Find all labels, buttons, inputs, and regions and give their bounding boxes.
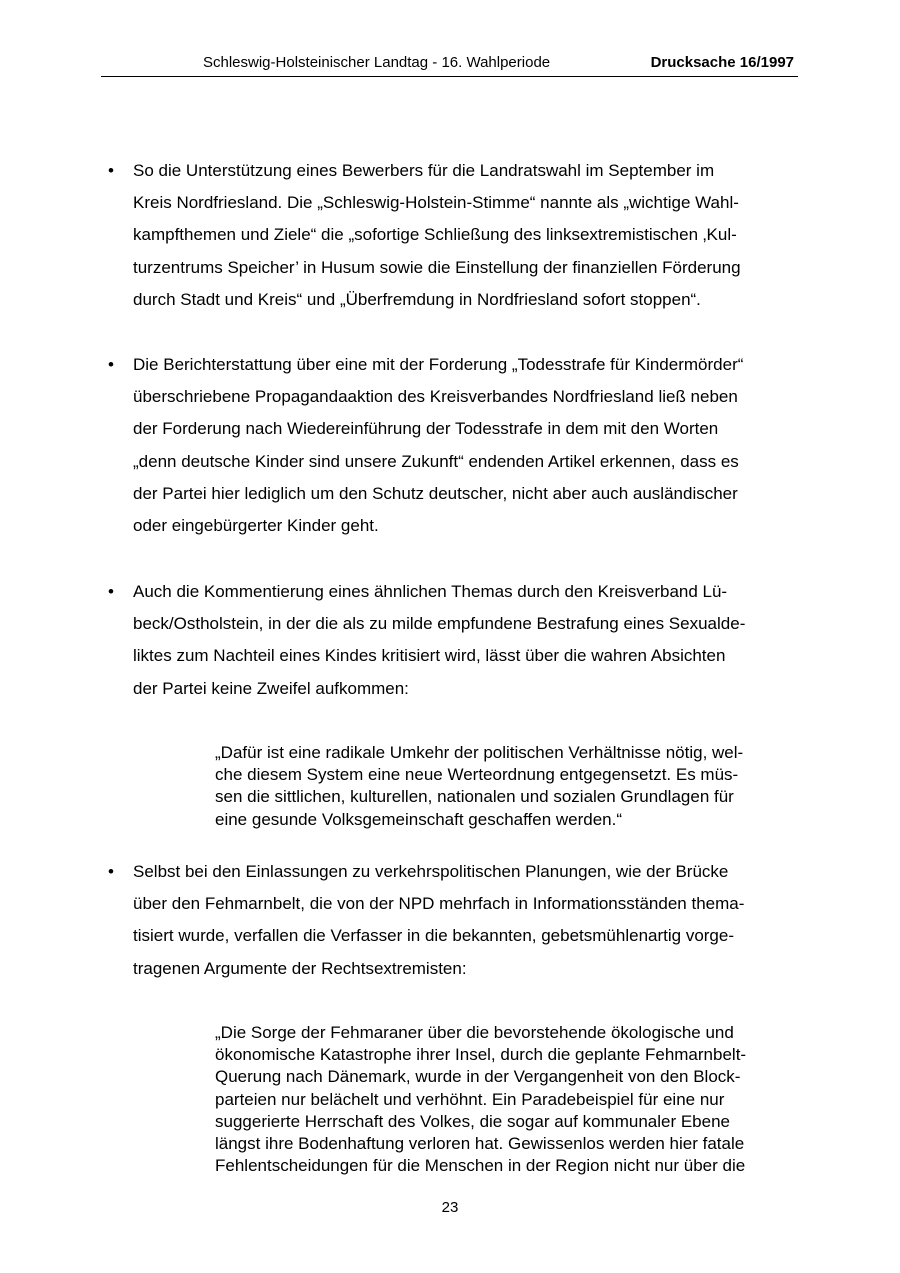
quote-line: sen die sittlichen, kulturellen, nationalen und sozialen Grundlagen für: [215, 787, 734, 807]
page-header: [101, 52, 798, 77]
quote-line: „Die Sorge der Fehmaraner über die bevorstehende ökologische und: [215, 1023, 734, 1042]
bullet-dot: •: [108, 161, 114, 180]
text-line: beck/Ostholstein, in der die als zu milde empfundene Bestrafung eines Sexualde-: [133, 614, 746, 634]
text-line: über den Fehmarnbelt, die von der NPD mehrfach in Informationsständen thema-: [133, 894, 745, 914]
bullet-text: [133, 349, 794, 542]
header-drucksache-number: Drucksache 16/1997: [650, 54, 794, 71]
quote-line: längst ihre Bodenhaftung verloren hat. Gewissenlos werden hier fatale: [215, 1134, 745, 1154]
bullet-dot: •: [108, 355, 114, 374]
bullet-item: [104, 856, 794, 985]
text-line: überschriebene Propagandaaktion des Kreisverbandes Nordfriesland ließ neben: [133, 387, 738, 407]
text-line: oder eingebürgerter Kinder geht.: [133, 516, 379, 536]
header-title: Schleswig-Holsteinischer Landtag - 16. Wahlperiode: [203, 54, 551, 71]
text-line: tragenen Argumente der Rechtsextremisten:: [133, 958, 467, 978]
quote-line: eine gesunde Volksgemeinschaft geschaffen werden.“: [215, 809, 623, 829]
text-line: turzentrums Speicher’ in Husum sowie die Einstellung der finanziellen Förderung: [133, 257, 741, 277]
text-line: Selbst bei den Einlassungen zu verkehrspolitischen Planungen, wie der Brücke: [133, 862, 729, 881]
quote-line: che diesem System eine neue Werteordnung entgegensetzt. Es müs-: [215, 765, 739, 785]
quote-line: suggerierte Herrschaft des Volkes, die sogar auf kommunaler Ebene: [215, 1111, 730, 1131]
text-line: kampfthemen und Ziele“ die „sofortige Schließung des linksextremistischen ‚Kul-: [133, 225, 737, 245]
bullet-text: [133, 576, 794, 705]
bullet-item: [104, 349, 794, 542]
text-line: Auch die Kommentierung eines ähnlichen Themas durch den Kreisverband Lü-: [133, 582, 728, 601]
block-quote: [215, 1022, 795, 1177]
quote-line: parteien nur belächelt und verhöhnt. Ein Paradebeispiel für eine nur: [215, 1089, 725, 1109]
quote-line: Querung nach Dänemark, wurde in der Vergangenheit von den Block-: [215, 1067, 741, 1087]
bullet-text: [133, 856, 794, 985]
text-line: Die Berichterstattung über eine mit der Forderung „Todesstrafe für Kindermörder“: [133, 355, 744, 374]
text-line: der Partei hier lediglich um den Schutz deutscher, nicht aber auch ausländischer: [133, 483, 738, 503]
bullet-dot: •: [108, 862, 114, 881]
page-number: 23: [441, 1199, 459, 1216]
text-line: „denn deutsche Kinder sind unsere Zukunft“ endenden Artikel erkennen, dass es: [133, 451, 739, 471]
bullet-item: [104, 155, 794, 316]
bullet-dot: •: [108, 582, 114, 601]
quote-line: Fehlentscheidungen für die Menschen in der Region nicht nur über die: [215, 1156, 746, 1176]
text-line: Kreis Nordfriesland. Die „Schleswig-Holstein-Stimme“ nannte als „wichtige Wahl-: [133, 193, 739, 213]
bullet-text: [133, 155, 794, 316]
text-line: der Partei keine Zweifel aufkommen:: [133, 678, 409, 698]
block-quote: [215, 742, 795, 831]
text-line: durch Stadt und Kreis“ und „Überfremdung in Nordfriesland sofort stoppen“.: [133, 289, 701, 309]
text-line: liktes zum Nachteil eines Kindes kritisiert wird, lässt über die wahren Absichten: [133, 646, 726, 666]
text-line: der Forderung nach Wiedereinführung der Todesstrafe in dem mit den Worten: [133, 419, 719, 439]
quote-line: ökonomische Katastrophe ihrer Insel, durch die geplante Fehmarnbelt-: [215, 1045, 747, 1065]
bullet-item: [104, 576, 794, 705]
text-line: So die Unterstützung eines Bewerbers für die Landratswahl im September im: [133, 161, 715, 180]
quote-line: „Dafür ist eine radikale Umkehr der politischen Verhältnisse nötig, wel-: [215, 743, 744, 762]
text-line: tisiert wurde, verfallen die Verfasser in die bekannten, gebetsmühlenartig vorge-: [133, 926, 735, 946]
